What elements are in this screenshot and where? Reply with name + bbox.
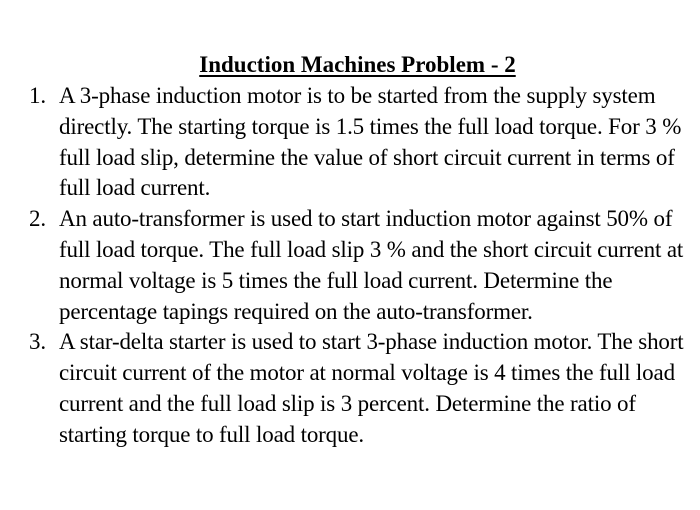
problem-number: 2. xyxy=(29,206,46,232)
problem-number: 3. xyxy=(29,329,46,355)
problem-text: An auto-transformer is used to start induction motor against 50% of full load torque. The full load slip 3 % and the short circuit current at normal voltage is 5 times the full load current. Determine the percentage tapings required on the auto-transformer. xyxy=(59,206,684,324)
document-title: Induction Machines Problem - 2 xyxy=(199,52,516,77)
problem-item xyxy=(29,327,689,450)
problem-number: 1. xyxy=(29,83,46,108)
problem-list xyxy=(29,81,689,451)
problem-text: A star-delta starter is used to start 3-phase induction motor. The short circuit current of the motor at normal voltage is 4 times the full load current and the full load slip is 3 percent. Determine the ratio of starting torque to full load torque. xyxy=(59,329,684,447)
problem-text: A 3-phase induction motor is to be started from the supply system directly. The starting torque is 1.5 times the full load torque. For 3 % full load slip, determine the value of short circuit current in terms of full load current. xyxy=(59,83,682,201)
problem-item xyxy=(29,204,689,327)
problem-item xyxy=(29,81,689,204)
